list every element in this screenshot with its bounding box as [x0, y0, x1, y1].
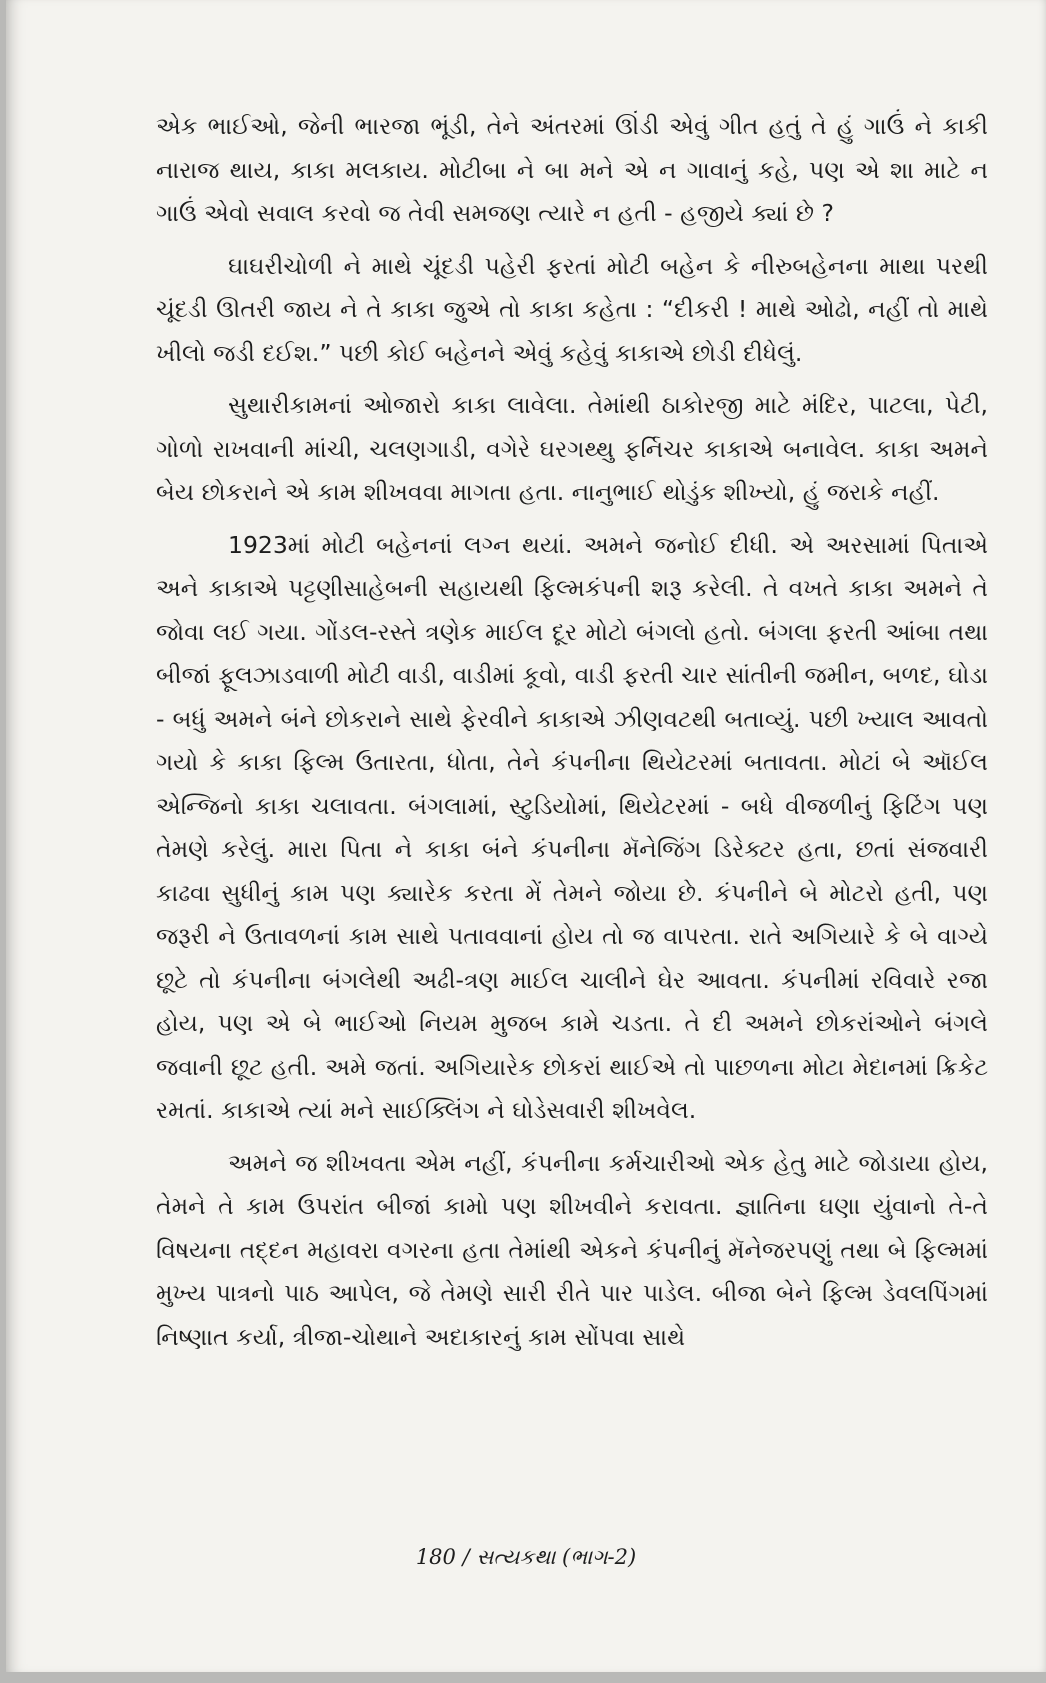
page-footer: 180 / સત્યકથા (ભાગ-2): [415, 1545, 637, 1569]
paragraph: એક ભાઈઓ, જેની ભારજા ભૂંડી, તેને અંતરમાં ઊંડી એવું ગીત હતું તે હું ગાઉં ને કાકી નારાજ થાય, કાકા મલકાય. મોટીબા ને બા મને એ ન ગાવાનું કહે, પણ એ શા માટે ન ગાઉં એવો સવાલ કરવો જ તેવી સમજણ ત્યારે ન હતી - હજીયે ક્યાં છે ?: [156, 112, 988, 227]
paragraph: 1923માં મોટી બહેનનાં લગ્ન થયાં. અમને જનોઈ દીધી. એ અરસામાં પિતાએ અને કાકાએ પટ્ટણીસાહેબની સહાયથી ફિલ્મકંપની શરૂ કરેલી. તે વખતે કાકા અમને તે જોવા લઈ ગયા. ગોંડલ-રસ્તે ત્રણેક માઈલ દૂર મોટો બંગલો હતો. બંગલા ફરતી આંબા તથા બીજાં ફૂલઝાડવાળી મોટી વાડી, વાડીમાં કૂવો, વાડી ફરતી ચાર સાંતીની જમીન, બળદ, ઘોડા - બધું અમને બંને છોકરાને સાથે ફેરવીને કાકાએ ઝીણવટથી બતાવ્યું. પછી ખ્યાલ આવતો ગયો કે કાકા ફિલ્મ ઉતારતા, ધોતા, તેને કંપનીના થિયેટરમાં બતાવતા. મોટાં બે ઑઈલ એન્જિનો કાકા ચલાવતા. બંગલામાં, સ્ટુડિયોમાં, થિયેટરમાં - બધે વીજળીનું ફિટિંગ પણ તેમણે કરેલું. મારા પિતા ને કાકા બંને કંપનીના મૅનેજિંગ ડિરેક્ટર હતા, છતાં સંજવારી કાઢવા સુધીનું કામ પણ ક્યારેક કરતા મેં તેમને જોયા છે. કંપનીને બે મોટરો હતી, પણ જરૂરી ને ઉતાવળનાં કામ સાથે પતાવવાનાં હોય તો જ વાપરતા. રાતે અગિયારે કે બે વાગ્યે છૂટે તો કંપનીના બંગલેથી અઢી-ત્રણ માઈલ ચાલીને ઘેર આવતા. કંપનીમાં રવિવારે રજા હોય, પણ એ બે ભાઈઓ નિયમ મુજબ કામે ચડતા. તે દી અમને છોકરાંઓને બંગલે જવાની છૂટ હતી. અમે જતાં. અગિયારેક છોકરાં થાઈએ તો પાછળના મોટા મેદાનમાં ક્રિકેટ રમતાં. કાકાએ ત્યાં મને સાઈક્લિંગ ને ઘોડેસવારી શીખવેલ.: [156, 530, 988, 1124]
book-page: [6, 0, 1046, 1672]
body-text: [156, 105, 988, 1368]
paragraph: અમને જ શીખવતા એમ નહીં, કંપનીના કર્મચારીઓ એક હેતુ માટે જોડાયા હોય, તેમને તે કામ ઉપરાંત બીજાં કામો પણ શીખવીને કરાવતા. જ્ઞાતિના ઘણા યુંવાનો તે-તે વિષયના તદ્દન મહાવરા વગરના હતા તેમાંથી એકને કંપનીનું મૅનેજરપણું તથા બે ફિલ્મમાં મુખ્ય પાત્રનો પાઠ આપેલ, જે તેમણે સારી રીતે પાર પાડેલ. બીજા બેને ફિલ્મ ડેવલપિંગમાં નિષ્ણાત કર્યા, ત્રીજા-ચોથાને અદાકારનું કામ સોંપવા સાથે: [156, 1148, 988, 1351]
paragraph: સુથારીકામનાં ઓજારો કાકા લાવેલા. તેમાંથી ઠાકોરજી માટે મંદિર, પાટલા, પેટી, ગોળો રાખવાની માંચી, ચલણગાડી, વગેરે ઘરગથ્થુ ફર્નિચર કાકાએ બનાવેલ. કાકા અમને બેય છોકરાને એ કામ શીખવવા માગતા હતા. નાનુભાઈ થોડુંક શીખ્યો, હું જરાકે નહીં.: [156, 391, 988, 506]
paragraph: ઘાઘરીચોળી ને માથે ચૂંદડી પહેરી ફરતાં મોટી બહેન કે નીરુબહેનના માથા પરથી ચૂંદડી ઊતરી જાય ને તે કાકા જુએ તો કાકા કહેતા : “દીકરી ! માથે ઓઢો, નહીં તો માથે ખીલો જડી દઈશ.” પછી કોઈ બહેનને એવું કહેવું કાકાએ છોડી દીધેલું.: [156, 251, 988, 367]
